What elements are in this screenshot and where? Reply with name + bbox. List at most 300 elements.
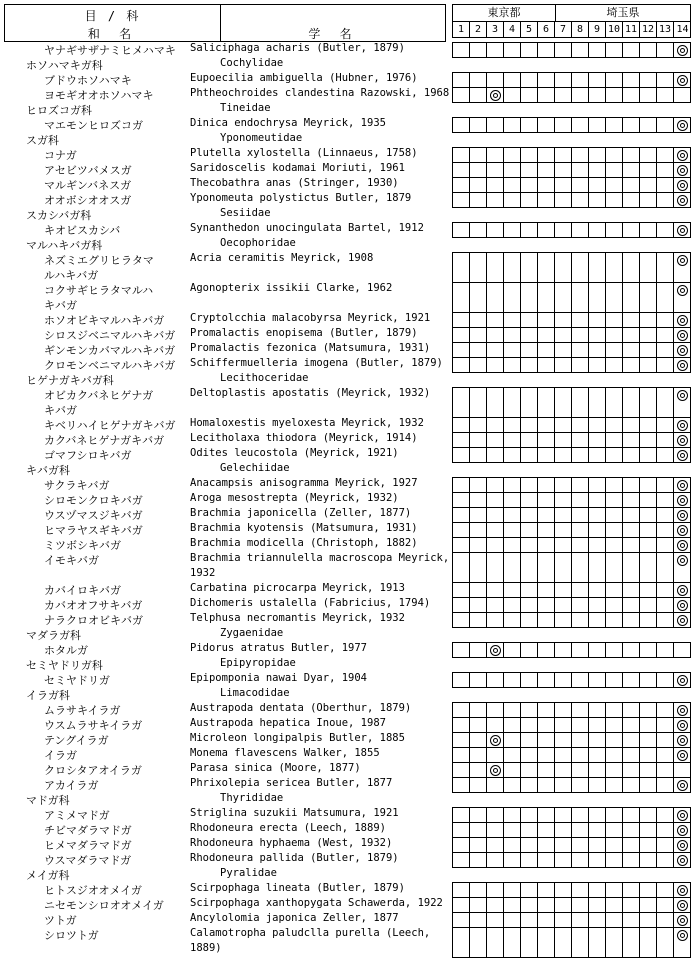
site-grid [452, 222, 691, 238]
species-row [0, 747, 450, 762]
grid-column-line [470, 643, 487, 657]
japanese-name: ヒゲナガキバガ科 [26, 374, 114, 387]
japanese-name: ヒトスジオオメイガ [44, 884, 142, 897]
grid-column-line [657, 388, 674, 462]
grid-column-line [657, 643, 674, 657]
presence-mark-icon [677, 345, 688, 356]
grid-column-line [606, 673, 623, 687]
scientific-name: Schiffermuelleria imogena (Butler, 1879) [190, 357, 443, 369]
grid-column-line [453, 673, 470, 687]
grid-column-line [555, 673, 572, 687]
japanese-name: ミツボシキバガ [44, 539, 121, 552]
family-row [0, 372, 450, 387]
grid-column-line [555, 43, 572, 57]
scientific-name: Promalactis enopisema (Butler, 1879) [190, 327, 418, 339]
grid-column-line [538, 388, 555, 462]
grid-row-line [453, 597, 690, 598]
scientific-name: Deltoplastis apostatis (Meyrick, 1932) [190, 387, 431, 399]
scientific-name: Plutella xylostella (Linnaeus, 1758) [190, 147, 418, 159]
scientific-name: Lecithoceridae [220, 372, 309, 384]
grid-column-line [589, 43, 606, 57]
species-row [0, 477, 450, 492]
grid-column-line [538, 118, 555, 132]
scientific-name: Austrapoda hepatica Inoue, 1987 [190, 717, 386, 729]
grid-column-line [521, 673, 538, 687]
japanese-name: シロスジベニマルハキバガ [44, 329, 176, 342]
grid-column-line [487, 118, 504, 132]
japanese-name: ウスマダラマドガ [44, 854, 132, 867]
site-number: 14 [676, 24, 689, 35]
grid-column-line [521, 118, 538, 132]
japanese-name: ギンモンカバマルハキバガ [44, 344, 176, 357]
grid-row-line [453, 852, 690, 853]
grid-column-line [453, 118, 470, 132]
grid-column-line [640, 388, 657, 462]
grid-row-line [453, 912, 690, 913]
scientific-name: Epipomponia nawai Dyar, 1904 [190, 672, 368, 684]
table-header-left [4, 4, 446, 42]
grid-column-line [640, 883, 657, 957]
japanese-name: アセビツバメスガ [44, 164, 132, 177]
grid-column-line [470, 43, 487, 57]
grid-row-line [453, 732, 690, 733]
grid-column-line [470, 223, 487, 237]
species-row [0, 912, 450, 927]
presence-mark-icon [677, 810, 688, 821]
grid-column-line [504, 388, 521, 462]
japanese-name: イラガ [44, 749, 77, 762]
scientific-name: Oecophoridae [220, 237, 296, 249]
japanese-name: カクバネヒゲナガキバガ [44, 434, 165, 447]
scientific-name: Parasa sinica (Moore, 1877) [190, 762, 361, 774]
species-row [0, 87, 450, 102]
presence-mark-icon [490, 765, 501, 776]
site-grid [452, 807, 691, 868]
species-row [0, 762, 450, 777]
grid-column-line [640, 673, 657, 687]
presence-mark-icon [677, 750, 688, 761]
grid-column-line [572, 388, 589, 462]
site-grid [452, 147, 691, 208]
japanese-name: ムラサキイラガ [44, 704, 121, 717]
grid-column-line [538, 643, 555, 657]
japanese-name: スガ科 [26, 134, 59, 147]
grid-row-line [453, 312, 690, 313]
grid-column-line [521, 43, 538, 57]
grid-column-line [555, 223, 572, 237]
site-grid [452, 42, 691, 58]
presence-mark-icon [677, 780, 688, 791]
japanese-name: ホソオビキマルハキバガ [44, 314, 165, 327]
japanese-name: オビカクバネヒゲナガ [44, 389, 154, 402]
species-row [0, 42, 450, 57]
grid-column-line [521, 388, 538, 462]
grid-column-line [606, 643, 623, 657]
presence-mark-icon [677, 885, 688, 896]
presence-mark-icon [677, 705, 688, 716]
family-row [0, 462, 450, 477]
grid-row-line [453, 432, 690, 433]
japanese-name: クロモンベニマルハキバガ [44, 359, 176, 372]
presence-mark-icon [677, 900, 688, 911]
species-row [0, 492, 450, 507]
grid-column-line [521, 223, 538, 237]
grid-row-line [453, 192, 690, 193]
site-grid [452, 702, 691, 793]
scientific-name: Carbatina picrocarpa Meyrick, 1913 [190, 582, 405, 594]
japanese-name: オオボシオオスガ [44, 194, 132, 207]
species-row [0, 552, 450, 582]
japanese-name: マエモンヒロズコガ [44, 119, 143, 132]
grid-column-line [470, 118, 487, 132]
presence-mark-icon [677, 675, 688, 686]
grid-column-line [504, 43, 521, 57]
japanese-name: ホソハマキガ科 [26, 59, 103, 72]
grid-column-line [657, 223, 674, 237]
japanese-name: ツトガ [44, 914, 77, 927]
presence-mark-icon [677, 855, 688, 866]
presence-mark-icon [677, 120, 688, 131]
site-number: 11 [623, 22, 640, 38]
grid-column-line [572, 673, 589, 687]
grid-row-line [453, 177, 690, 178]
species-row [0, 162, 450, 177]
grid-column-line [606, 43, 623, 57]
presence-mark-icon [677, 435, 688, 446]
japanese-name: アミメマドガ [44, 809, 110, 822]
grid-column-line [623, 118, 640, 132]
species-row [0, 117, 450, 132]
scientific-name: Monema flavescens Walker, 1855 [190, 747, 380, 759]
species-row [0, 177, 450, 192]
japanese-name: ウスヅマスジキバガ [44, 509, 143, 522]
japanese-name: アカイラガ [44, 779, 99, 792]
scientific-name: Anacampsis anisogramma Meyrick, 1927 [190, 477, 418, 489]
scientific-name: Acria ceramitis Meyrick, 1908 [190, 252, 374, 264]
japanese-name: シロツトガ [44, 929, 99, 942]
japanese-name: クロシタアオイラガ [44, 764, 142, 777]
species-row [0, 852, 450, 867]
site-number: 9 [589, 22, 606, 38]
japanese-name: ニセモンシロオオメイガ [44, 899, 164, 912]
scientific-name: Lecitholaxa thiodora (Meyrick, 1914) [190, 432, 418, 444]
japanese-name: チビマダラマドガ [44, 824, 132, 837]
japanese-name: サクラキバガ [44, 479, 110, 492]
species-row [0, 357, 450, 372]
family-row [0, 792, 450, 807]
species-row [0, 807, 450, 822]
grid-row-line [453, 582, 690, 583]
grid-column-line [657, 118, 674, 132]
japanese-name: ヒマラヤスギキバガ [44, 524, 143, 537]
grid-column-line [589, 643, 606, 657]
family-row [0, 627, 450, 642]
grid-column-line [572, 643, 589, 657]
presence-mark-icon [677, 75, 688, 86]
grid-column-line [538, 673, 555, 687]
grid-column-line [606, 883, 623, 957]
species-row [0, 327, 450, 342]
japanese-name: ネズミエグリヒラタマ [44, 254, 154, 267]
grid-row-line [453, 87, 690, 88]
region-row [453, 5, 690, 22]
grid-row-line [453, 342, 690, 343]
species-row [0, 597, 450, 612]
species-row [0, 72, 450, 87]
japanese-name: マダラガ科 [26, 629, 81, 642]
japanese-name: マルハキバガ科 [26, 239, 103, 252]
region-tokyo: 東京都 [487, 6, 521, 19]
grid-row-line [453, 537, 690, 538]
site-number: 5 [521, 22, 538, 38]
japanese-name: マドガ科 [26, 794, 70, 807]
species-row [0, 702, 450, 717]
family-row [0, 657, 450, 672]
scientific-name: Microleon longipalpis Butler, 1885 [190, 732, 405, 744]
scientific-name: Brachmia japonicella (Zeller, 1877) [190, 507, 412, 519]
grid-column-line [538, 883, 555, 957]
grid-row-line [453, 777, 690, 778]
scientific-name: Brachmia triannulella macroscopa Meyrick, [190, 552, 450, 564]
grid-column-line [589, 883, 606, 957]
presence-mark-icon [677, 330, 688, 341]
japanese-name: ヒメマダラマドガ [44, 839, 132, 852]
japanese-name: ヨモギオオホソハマキ [44, 89, 154, 102]
scientific-name: Brachmia modicella (Christoph, 1882) [190, 537, 418, 549]
japanese-name: カバオオフサキバガ [44, 599, 143, 612]
presence-mark-icon [677, 825, 688, 836]
grid-column-line [453, 388, 470, 462]
japanese-name: カバイロキバガ [44, 584, 121, 597]
japanese-name: コクサギヒラタマルハ [44, 284, 154, 297]
japanese-name: ゴマフシロキバガ [44, 449, 132, 462]
family-row [0, 237, 450, 252]
japanese-name: ブドウホソハマキ [44, 74, 132, 87]
presence-mark-icon [677, 315, 688, 326]
order-family-heading: 目 / 科 [84, 9, 141, 23]
japanese-name: イラガ科 [26, 689, 70, 702]
japanese-name: メイガ科 [26, 869, 70, 882]
grid-row-line [453, 612, 690, 613]
presence-mark-icon [677, 390, 688, 401]
scientific-name: Ancylolomia japonica Zeller, 1877 [190, 912, 399, 924]
grid-column-line [657, 673, 674, 687]
presence-mark-icon [490, 90, 501, 101]
scientific-name: Striglina suzukii Matsumura, 1921 [190, 807, 399, 819]
grid-column-line [623, 223, 640, 237]
presence-mark-icon [677, 510, 688, 521]
grid-column-line [640, 118, 657, 132]
species-row [0, 777, 450, 792]
grid-column-line [572, 118, 589, 132]
site-grid [452, 882, 691, 958]
presence-mark-icon [677, 225, 688, 236]
family-row [0, 132, 450, 147]
presence-mark-icon [677, 165, 688, 176]
grid-column-line [521, 643, 538, 657]
scientific-name: Brachmia kyotensis (Matsumura, 1931) [190, 522, 418, 534]
species-row [0, 732, 450, 747]
grid-column-line [504, 118, 521, 132]
presence-mark-icon [677, 600, 688, 611]
species-row [0, 507, 450, 522]
scientific-name: Zygaenidae [220, 627, 284, 639]
japanese-name: ヒロズコガ科 [26, 104, 92, 117]
grid-column-line [555, 643, 572, 657]
grid-column-line [589, 673, 606, 687]
site-grid [452, 642, 691, 658]
presence-mark-icon [677, 360, 688, 371]
species-row [0, 282, 450, 312]
grid-row-line [453, 822, 690, 823]
scientific-name: Rhodoneura erecta (Leech, 1889) [190, 822, 386, 834]
site-number: 6 [538, 22, 555, 38]
species-row [0, 822, 450, 837]
japanese-name: キベリハイヒゲナガキバガ [44, 419, 176, 432]
japanese-name: マルギンバネスガ [44, 179, 132, 192]
grid-column-line [572, 223, 589, 237]
scientific-name: Scirpophaga lineata (Butler, 1879) [190, 882, 405, 894]
grid-row-line [453, 762, 690, 763]
scientific-name: Limacodidae [220, 687, 290, 699]
grid-column-line [555, 118, 572, 132]
scientific-name: Yponomeuta polystictus Butler, 1879 [190, 192, 412, 204]
family-row [0, 867, 450, 882]
species-row [0, 432, 450, 447]
family-row [0, 687, 450, 702]
japanese-name: テングイラガ [44, 734, 109, 747]
scientific-name: Homaloxestis myeloxesta Meyrick, 1932 [190, 417, 424, 429]
japanese-name: セミヤドリガ [44, 674, 110, 687]
presence-mark-icon [677, 720, 688, 731]
presence-mark-icon [677, 180, 688, 191]
grid-column-line [623, 43, 640, 57]
grid-column-line [453, 883, 470, 957]
grid-column-line [453, 643, 470, 657]
grid-column-line [487, 388, 504, 462]
site-grid [452, 387, 691, 463]
scientific-name: Dichomeris ustalella (Fabricius, 1794) [190, 597, 431, 609]
presence-mark-icon [677, 585, 688, 596]
japanese-name-heading: 和 名 [87, 27, 138, 41]
grid-column-line [521, 883, 538, 957]
species-row [0, 897, 450, 912]
site-number: 2 [470, 22, 487, 38]
presence-mark-icon [677, 285, 688, 296]
grid-column-line [487, 43, 504, 57]
grid-row-line [453, 897, 690, 898]
grid-column-line [538, 43, 555, 57]
scientific-name: Thecobathra anas (Stringer, 1930) [190, 177, 399, 189]
grid-row-line [453, 447, 690, 448]
grid-column-line [504, 673, 521, 687]
species-row [0, 612, 450, 627]
presence-mark-icon [490, 735, 501, 746]
grid-column-line [572, 43, 589, 57]
presence-mark-icon [677, 615, 688, 626]
grid-row-line [453, 162, 690, 163]
scientific-name: Phtheochroides clandestina Razowski, 1968 [190, 87, 450, 99]
species-row [0, 447, 450, 462]
grid-row-line [453, 522, 690, 523]
scientific-name-continued: 1932 [190, 567, 216, 579]
grid-column-line [640, 643, 657, 657]
presence-mark-icon [677, 525, 688, 536]
presence-mark-icon [677, 735, 688, 746]
scientific-name: Pidorus atratus Butler, 1977 [190, 642, 368, 654]
grid-column-line [606, 223, 623, 237]
presence-mark-icon [677, 495, 688, 506]
presence-mark-icon [490, 645, 501, 656]
grid-column-line [453, 43, 470, 57]
site-number: 12 [640, 22, 657, 38]
grid-column-line [623, 673, 640, 687]
grid-column-line [589, 223, 606, 237]
presence-mark-icon [677, 255, 688, 266]
grid-column-line [555, 883, 572, 957]
grid-row-line [453, 552, 690, 553]
grid-column-line [657, 883, 674, 957]
grid-column-line [589, 118, 606, 132]
grid-row-line [453, 282, 690, 283]
grid-column-line [623, 643, 640, 657]
site-header [452, 4, 691, 38]
grid-column-line [589, 388, 606, 462]
site-number: 7 [555, 22, 572, 38]
site-number: 4 [504, 22, 521, 38]
japanese-name: ウスムラサキイラガ [44, 719, 143, 732]
scientific-name: Aroga mesostrepta (Meyrick, 1932) [190, 492, 399, 504]
site-grid [452, 117, 691, 133]
presence-mark-icon [677, 450, 688, 461]
site-number: 3 [487, 22, 504, 38]
species-row [0, 222, 450, 237]
grid-column-line [504, 643, 521, 657]
species-row [0, 717, 450, 732]
grid-row-line [453, 357, 690, 358]
scientific-name: Scirpophaga xanthopygata Schawerda, 1922 [190, 897, 443, 909]
japanese-name-continued: キバガ [44, 299, 77, 312]
grid-row-line [453, 717, 690, 718]
scientific-name: Tineidae [220, 102, 271, 114]
species-row [0, 642, 450, 657]
japanese-name: キバガ科 [26, 464, 70, 477]
site-number: 13 [657, 22, 674, 38]
grid-row-line [453, 327, 690, 328]
scientific-name-continued: 1889) [190, 942, 222, 954]
scientific-name: Epipyropidae [220, 657, 296, 669]
grid-column-line [623, 883, 640, 957]
grid-column-line [572, 883, 589, 957]
region-saitama: 埼玉県 [606, 6, 640, 19]
scientific-name: Promalactis fezonica (Matsumura, 1931) [190, 342, 431, 354]
site-grid [452, 252, 691, 373]
species-row [0, 882, 450, 897]
scientific-name: Agonopterix issikii Clarke, 1962 [190, 282, 393, 294]
scientific-name: Rhodoneura pallida (Butler, 1879) [190, 852, 399, 864]
scientific-name: Austrapoda dentata (Oberthur, 1879) [190, 702, 412, 714]
species-row [0, 537, 450, 552]
japanese-name: シロモンクロキバガ [44, 494, 143, 507]
family-row [0, 207, 450, 222]
presence-mark-icon [677, 915, 688, 926]
species-row [0, 927, 450, 957]
japanese-name: ホタルガ [44, 644, 88, 657]
presence-mark-icon [677, 195, 688, 206]
japanese-name-continued: ルハキバガ [44, 269, 99, 282]
japanese-name: イモキバガ [44, 554, 99, 567]
grid-column-line [504, 223, 521, 237]
